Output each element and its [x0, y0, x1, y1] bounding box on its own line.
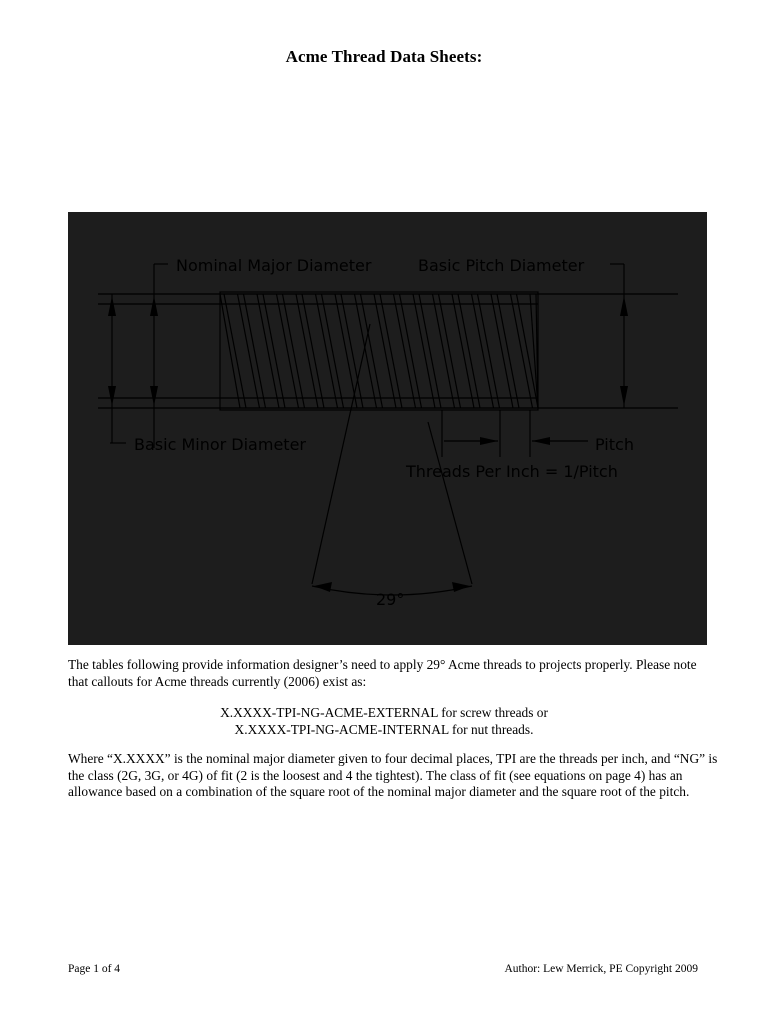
thread-flank-line	[335, 294, 357, 408]
thread-flank-line	[478, 294, 500, 408]
thread-flank-line	[244, 294, 266, 408]
thread-flank-line	[316, 294, 338, 408]
callout-block	[0, 705, 768, 738]
author-copyright: Author: Lew Merrick, PE Copyright 2009	[504, 963, 698, 975]
thread-flank-line	[224, 294, 246, 408]
angle-right-line	[428, 422, 472, 584]
callout-internal: X.XXXX-TPI-NG-ACME-INTERNAL for nut threads.	[234, 721, 534, 737]
thread-flanks	[220, 294, 538, 408]
thread-flank-line	[419, 294, 441, 408]
thread-flank-line	[497, 294, 519, 408]
thread-flank-line	[238, 294, 260, 408]
label-angle: 29°	[376, 590, 405, 609]
label-basic-pitch-diameter: Basic Pitch Diameter	[418, 256, 585, 275]
thread-flank-line	[394, 294, 416, 408]
thread-flank-line	[374, 294, 396, 408]
thread-flank-line	[380, 294, 402, 408]
acme-thread-diagram	[68, 212, 707, 645]
thread-flank-line	[439, 294, 461, 408]
thread-flank-line	[257, 294, 279, 408]
thread-flank-line	[296, 294, 318, 408]
thread-flank-line	[511, 294, 533, 408]
label-pitch: Pitch	[595, 435, 634, 454]
intro-paragraph: The tables following provide information designer’s need to apply 29° Acme threads to projects properly. Please note that callouts for Acme threads currently (2006) exist as:	[68, 657, 697, 689]
label-threads-per-inch: Threads Per Inch = 1/Pitch	[406, 462, 618, 481]
thread-flank-line	[452, 294, 474, 408]
thread-flank-line	[263, 294, 285, 408]
thread-flank-line	[302, 294, 324, 408]
thread-flank-line	[517, 294, 539, 408]
angle-left-line	[312, 324, 370, 584]
thread-flank-line	[400, 294, 422, 408]
thread-flank-line	[472, 294, 494, 408]
thread-drawing	[68, 212, 707, 645]
thread-flank-line	[220, 294, 240, 408]
thread-flank-line	[322, 294, 344, 408]
thread-flank-line	[355, 294, 377, 408]
thread-flank-line	[413, 294, 435, 408]
label-nominal-major-diameter: Nominal Major Diameter	[176, 256, 372, 275]
explanation-paragraph: Where “X.XXXX” is the nominal major diameter given to four decimal places, TPI are the threads per inch, and “NG” is the class (2G, 3G, or 4G) of fit (2 is the loosest and 4 the tightest). The class of fit (see equations on page 4) has an allowance based on a combination of the square root of the nominal major diameter and the square root of the pitch.	[68, 751, 718, 799]
label-basic-minor-diameter: Basic Minor Diameter	[134, 435, 306, 454]
thread-flank-line	[277, 294, 299, 408]
callout-external: X.XXXX-TPI-NG-ACME-EXTERNAL for screw threads or	[220, 705, 548, 720]
thread-flank-line	[283, 294, 305, 408]
page-title: Acme Thread Data Sheets:	[285, 47, 483, 66]
thread-flank-line	[433, 294, 455, 408]
thread-flank-line	[491, 294, 513, 408]
thread-flank-line	[458, 294, 480, 408]
page-number: Page 1 of 4	[68, 963, 121, 975]
thread-flank-line	[341, 294, 363, 408]
